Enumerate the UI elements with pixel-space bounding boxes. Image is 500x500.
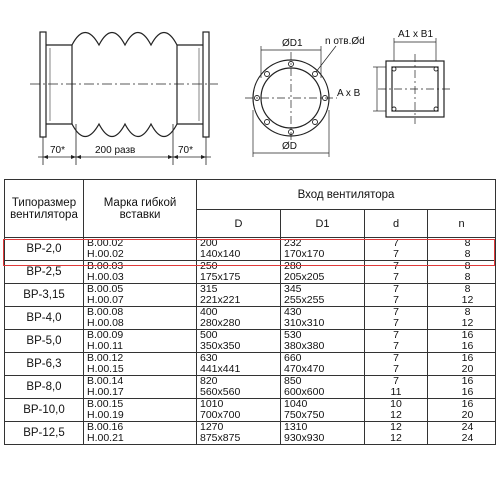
n-cell: 8 [428, 238, 496, 250]
D-cell: 500 [197, 330, 281, 342]
D-cell: 875x875 [197, 433, 281, 445]
D1-cell: 205x205 [281, 272, 365, 284]
header-type-size: Типоразмер вентилятора [5, 180, 84, 238]
dim-right-label: 70* [178, 145, 194, 156]
d-cell: 7 [365, 238, 428, 250]
brand-cell: В.00.16 [84, 422, 197, 434]
D-cell: 400 [197, 307, 281, 319]
table-row [5, 399, 496, 411]
brand-cell: В.00.05 [84, 284, 197, 296]
D-cell: 630 [197, 353, 281, 365]
D-cell: 175x175 [197, 272, 281, 284]
d-cell: 7 [365, 318, 428, 330]
D1-cell: 930x930 [281, 433, 365, 445]
D-cell: 280x280 [197, 318, 281, 330]
D1-cell: 430 [281, 307, 365, 319]
d-cell: 7 [365, 341, 428, 353]
n-cell: 8 [428, 284, 496, 296]
D1-cell: 255x255 [281, 295, 365, 307]
header-d: d [365, 210, 428, 238]
D1-cell: 1040 [281, 399, 365, 411]
n-cell: 20 [428, 410, 496, 422]
D-cell: 221x221 [197, 295, 281, 307]
brand-cell: В.00.02 [84, 238, 197, 250]
D1-cell: 1310 [281, 422, 365, 434]
D-cell: 441x441 [197, 364, 281, 376]
ab-label: A x B [337, 88, 361, 99]
table-row [5, 284, 496, 296]
D-cell: 315 [197, 284, 281, 296]
n-cell: 24 [428, 422, 496, 434]
type-size-cell: ВР-6,3 [5, 353, 84, 376]
brand-cell: Н.00.11 [84, 341, 197, 353]
brand-cell: Н.00.17 [84, 387, 197, 399]
D1-cell: 345 [281, 284, 365, 296]
d-cell: 7 [365, 249, 428, 261]
D1-cell: 170x170 [281, 249, 365, 261]
type-size-cell: ВР-8,0 [5, 376, 84, 399]
n-cell: 16 [428, 376, 496, 388]
table-header [5, 180, 496, 238]
table-row [5, 238, 496, 250]
a1b1-label: A1 x B1 [398, 29, 434, 40]
d-cell: 7 [365, 272, 428, 284]
D-cell: 1010 [197, 399, 281, 411]
D1-cell: 310x310 [281, 318, 365, 330]
d-cell: 7 [365, 376, 428, 388]
d-cell: 12 [365, 410, 428, 422]
n-cell: 12 [428, 295, 496, 307]
brand-cell: В.00.12 [84, 353, 197, 365]
d-cell: 7 [365, 330, 428, 342]
spec-table [4, 179, 496, 445]
D-cell: 250 [197, 261, 281, 273]
n-cell: 16 [428, 353, 496, 365]
d-cell: 11 [365, 387, 428, 399]
table-row [5, 330, 496, 342]
table-row [5, 261, 496, 273]
type-size-cell: ВР-4,0 [5, 307, 84, 330]
table-row [5, 376, 496, 388]
d-label: ØD [282, 141, 297, 152]
n-cell: 16 [428, 330, 496, 342]
n-cell: 20 [428, 364, 496, 376]
table-row [5, 422, 496, 434]
D1-cell: 600x600 [281, 387, 365, 399]
D-cell: 1270 [197, 422, 281, 434]
brand-cell: В.00.03 [84, 261, 197, 273]
n-cell: 12 [428, 318, 496, 330]
brand-cell: Н.00.21 [84, 433, 197, 445]
header-brand: Марка гибкой вставки [84, 180, 197, 238]
d-cell: 7 [365, 261, 428, 273]
brand-cell: В.00.14 [84, 376, 197, 388]
D1-cell: 850 [281, 376, 365, 388]
type-size-cell: ВР-2,5 [5, 261, 84, 284]
brand-cell: В.00.09 [84, 330, 197, 342]
D1-cell: 530 [281, 330, 365, 342]
d-cell: 7 [365, 295, 428, 307]
dim-middle-label: 200 разв [95, 145, 136, 156]
n-cell: 16 [428, 399, 496, 411]
dim-left-label: 70* [50, 145, 66, 156]
table-row [5, 353, 496, 365]
n-cell: 16 [428, 387, 496, 399]
n-cell: 8 [428, 249, 496, 261]
brand-cell: Н.00.19 [84, 410, 197, 422]
d-cell: 7 [365, 353, 428, 365]
D1-cell: 232 [281, 238, 365, 250]
brand-cell: Н.00.08 [84, 318, 197, 330]
n-cell: 8 [428, 307, 496, 319]
D-cell: 820 [197, 376, 281, 388]
D-cell: 700x700 [197, 410, 281, 422]
n-cell: 8 [428, 261, 496, 273]
d-cell: 12 [365, 433, 428, 445]
type-size-cell: ВР-3,15 [5, 284, 84, 307]
holes-label: n отв.Ød [325, 36, 365, 47]
table-body [5, 238, 496, 445]
square-flange-drawing [373, 38, 452, 124]
D1-cell: 280 [281, 261, 365, 273]
type-size-cell: ВР-12,5 [5, 422, 84, 445]
type-size-cell: ВР-5,0 [5, 330, 84, 353]
brand-cell: Н.00.15 [84, 364, 197, 376]
brand-cell: Н.00.02 [84, 249, 197, 261]
brand-cell: Н.00.07 [84, 295, 197, 307]
d-cell: 10 [365, 399, 428, 411]
header-inlet: Вход вентилятора [197, 180, 496, 210]
type-size-cell: ВР-2,0 [5, 238, 84, 261]
technical-drawing [0, 0, 500, 178]
d-cell: 7 [365, 364, 428, 376]
brand-cell: В.00.08 [84, 307, 197, 319]
table-row [5, 307, 496, 319]
D1-cell: 470x470 [281, 364, 365, 376]
n-cell: 8 [428, 272, 496, 284]
brand-cell: В.00.15 [84, 399, 197, 411]
d-cell: 7 [365, 307, 428, 319]
d-cell: 7 [365, 284, 428, 296]
header-D1: D1 [281, 210, 365, 238]
D-cell: 350x350 [197, 341, 281, 353]
n-cell: 24 [428, 433, 496, 445]
n-cell: 16 [428, 341, 496, 353]
D-cell: 560x560 [197, 387, 281, 399]
D1-cell: 380x380 [281, 341, 365, 353]
type-size-cell: ВР-10,0 [5, 399, 84, 422]
d1-label: ØD1 [282, 38, 303, 49]
D-cell: 200 [197, 238, 281, 250]
D1-cell: 750x750 [281, 410, 365, 422]
D-cell: 140x140 [197, 249, 281, 261]
D1-cell: 660 [281, 353, 365, 365]
d-cell: 12 [365, 422, 428, 434]
header-D: D [197, 210, 281, 238]
header-n: n [428, 210, 496, 238]
brand-cell: Н.00.03 [84, 272, 197, 284]
